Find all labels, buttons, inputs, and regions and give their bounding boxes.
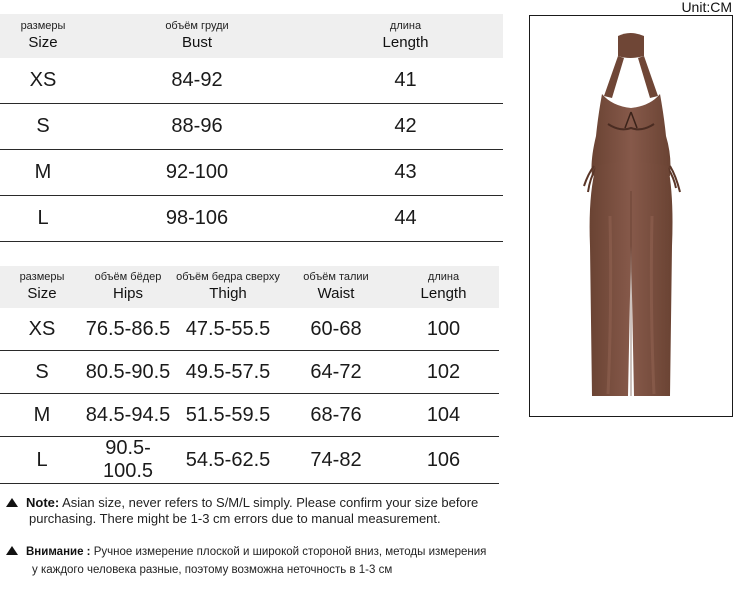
waist-cell: 60-68 [284,308,388,351]
waist-cell: 74-82 [284,437,388,484]
table-row [0,308,499,351]
table-row [0,196,503,242]
length-cell: 106 [388,437,499,484]
length-cell: 43 [308,150,503,196]
bust-cell: 84-92 [86,58,308,104]
hips-cell: 76.5-86.5 [84,308,172,351]
note-english [6,495,511,527]
bust-cell: 88-96 [86,104,308,150]
table-row [0,437,499,484]
size-cell: M [0,394,84,437]
size-cell: L [0,437,84,484]
header-length: длина Length [308,14,503,58]
header-bust: объём груди Bust [86,14,308,58]
size-cell: S [0,104,86,150]
unit-label: Unit:CM [681,0,732,15]
length-cell: 42 [308,104,503,150]
halter-collar [618,33,644,58]
length-cell: 41 [308,58,503,104]
length-cell: 104 [388,394,499,437]
warning-triangle-icon [6,546,18,555]
note-russian [6,543,511,579]
size-cell: XS [0,58,86,104]
table-row [0,58,503,104]
product-photo [529,15,733,417]
top-size-table [0,14,503,242]
table-header-row [0,14,503,58]
note-text-line1: Asian size, never refers to S/M/L simply. Please confirm your size before [62,495,479,510]
waist-cell: 64-72 [284,351,388,394]
thigh-cell: 49.5-57.5 [172,351,284,394]
note-label: Note: [26,495,60,510]
note-ru-line2: у каждого человека разные, поэтому возможна неточность в 1-3 см [32,564,393,576]
table-row [0,104,503,150]
waist-cell: 68-76 [284,394,388,437]
length-cell: 100 [388,308,499,351]
size-cell: XS [0,308,84,351]
note-text-line2: purchasing. There might be 1-3 cm errors due to manual measurement. [29,511,441,526]
length-cell: 44 [308,196,503,242]
header-size: размеры Size [0,14,86,58]
table-row [0,351,499,394]
hips-cell: 84.5-94.5 [84,394,172,437]
size-cell: L [0,196,86,242]
header-length: длина Length [388,266,499,308]
note-ru-line1: Ручное измерение плоской и широкой стороной вниз, методы измерения [93,546,487,558]
hips-cell: 90.5-100.5 [84,437,172,484]
warning-triangle-icon [6,498,18,507]
note-label-ru: Внимание : [26,546,91,558]
size-cell: S [0,351,84,394]
garment-illustration [530,16,732,416]
bust-cell: 92-100 [86,150,308,196]
table-header-row [0,266,499,308]
table-row [0,150,503,196]
bust-cell: 98-106 [86,196,308,242]
size-cell: M [0,150,86,196]
length-cell: 102 [388,351,499,394]
header-size: размеры Size [0,266,84,308]
bottom-size-table [0,266,499,484]
header-hips: объём бёдер Hips [84,266,172,308]
thigh-cell: 54.5-62.5 [172,437,284,484]
header-waist: объём талии Waist [284,266,388,308]
header-thigh: объём бедра сверху Thigh [172,266,284,308]
thigh-cell: 47.5-55.5 [172,308,284,351]
table-row [0,394,499,437]
hips-cell: 80.5-90.5 [84,351,172,394]
thigh-cell: 51.5-59.5 [172,394,284,437]
